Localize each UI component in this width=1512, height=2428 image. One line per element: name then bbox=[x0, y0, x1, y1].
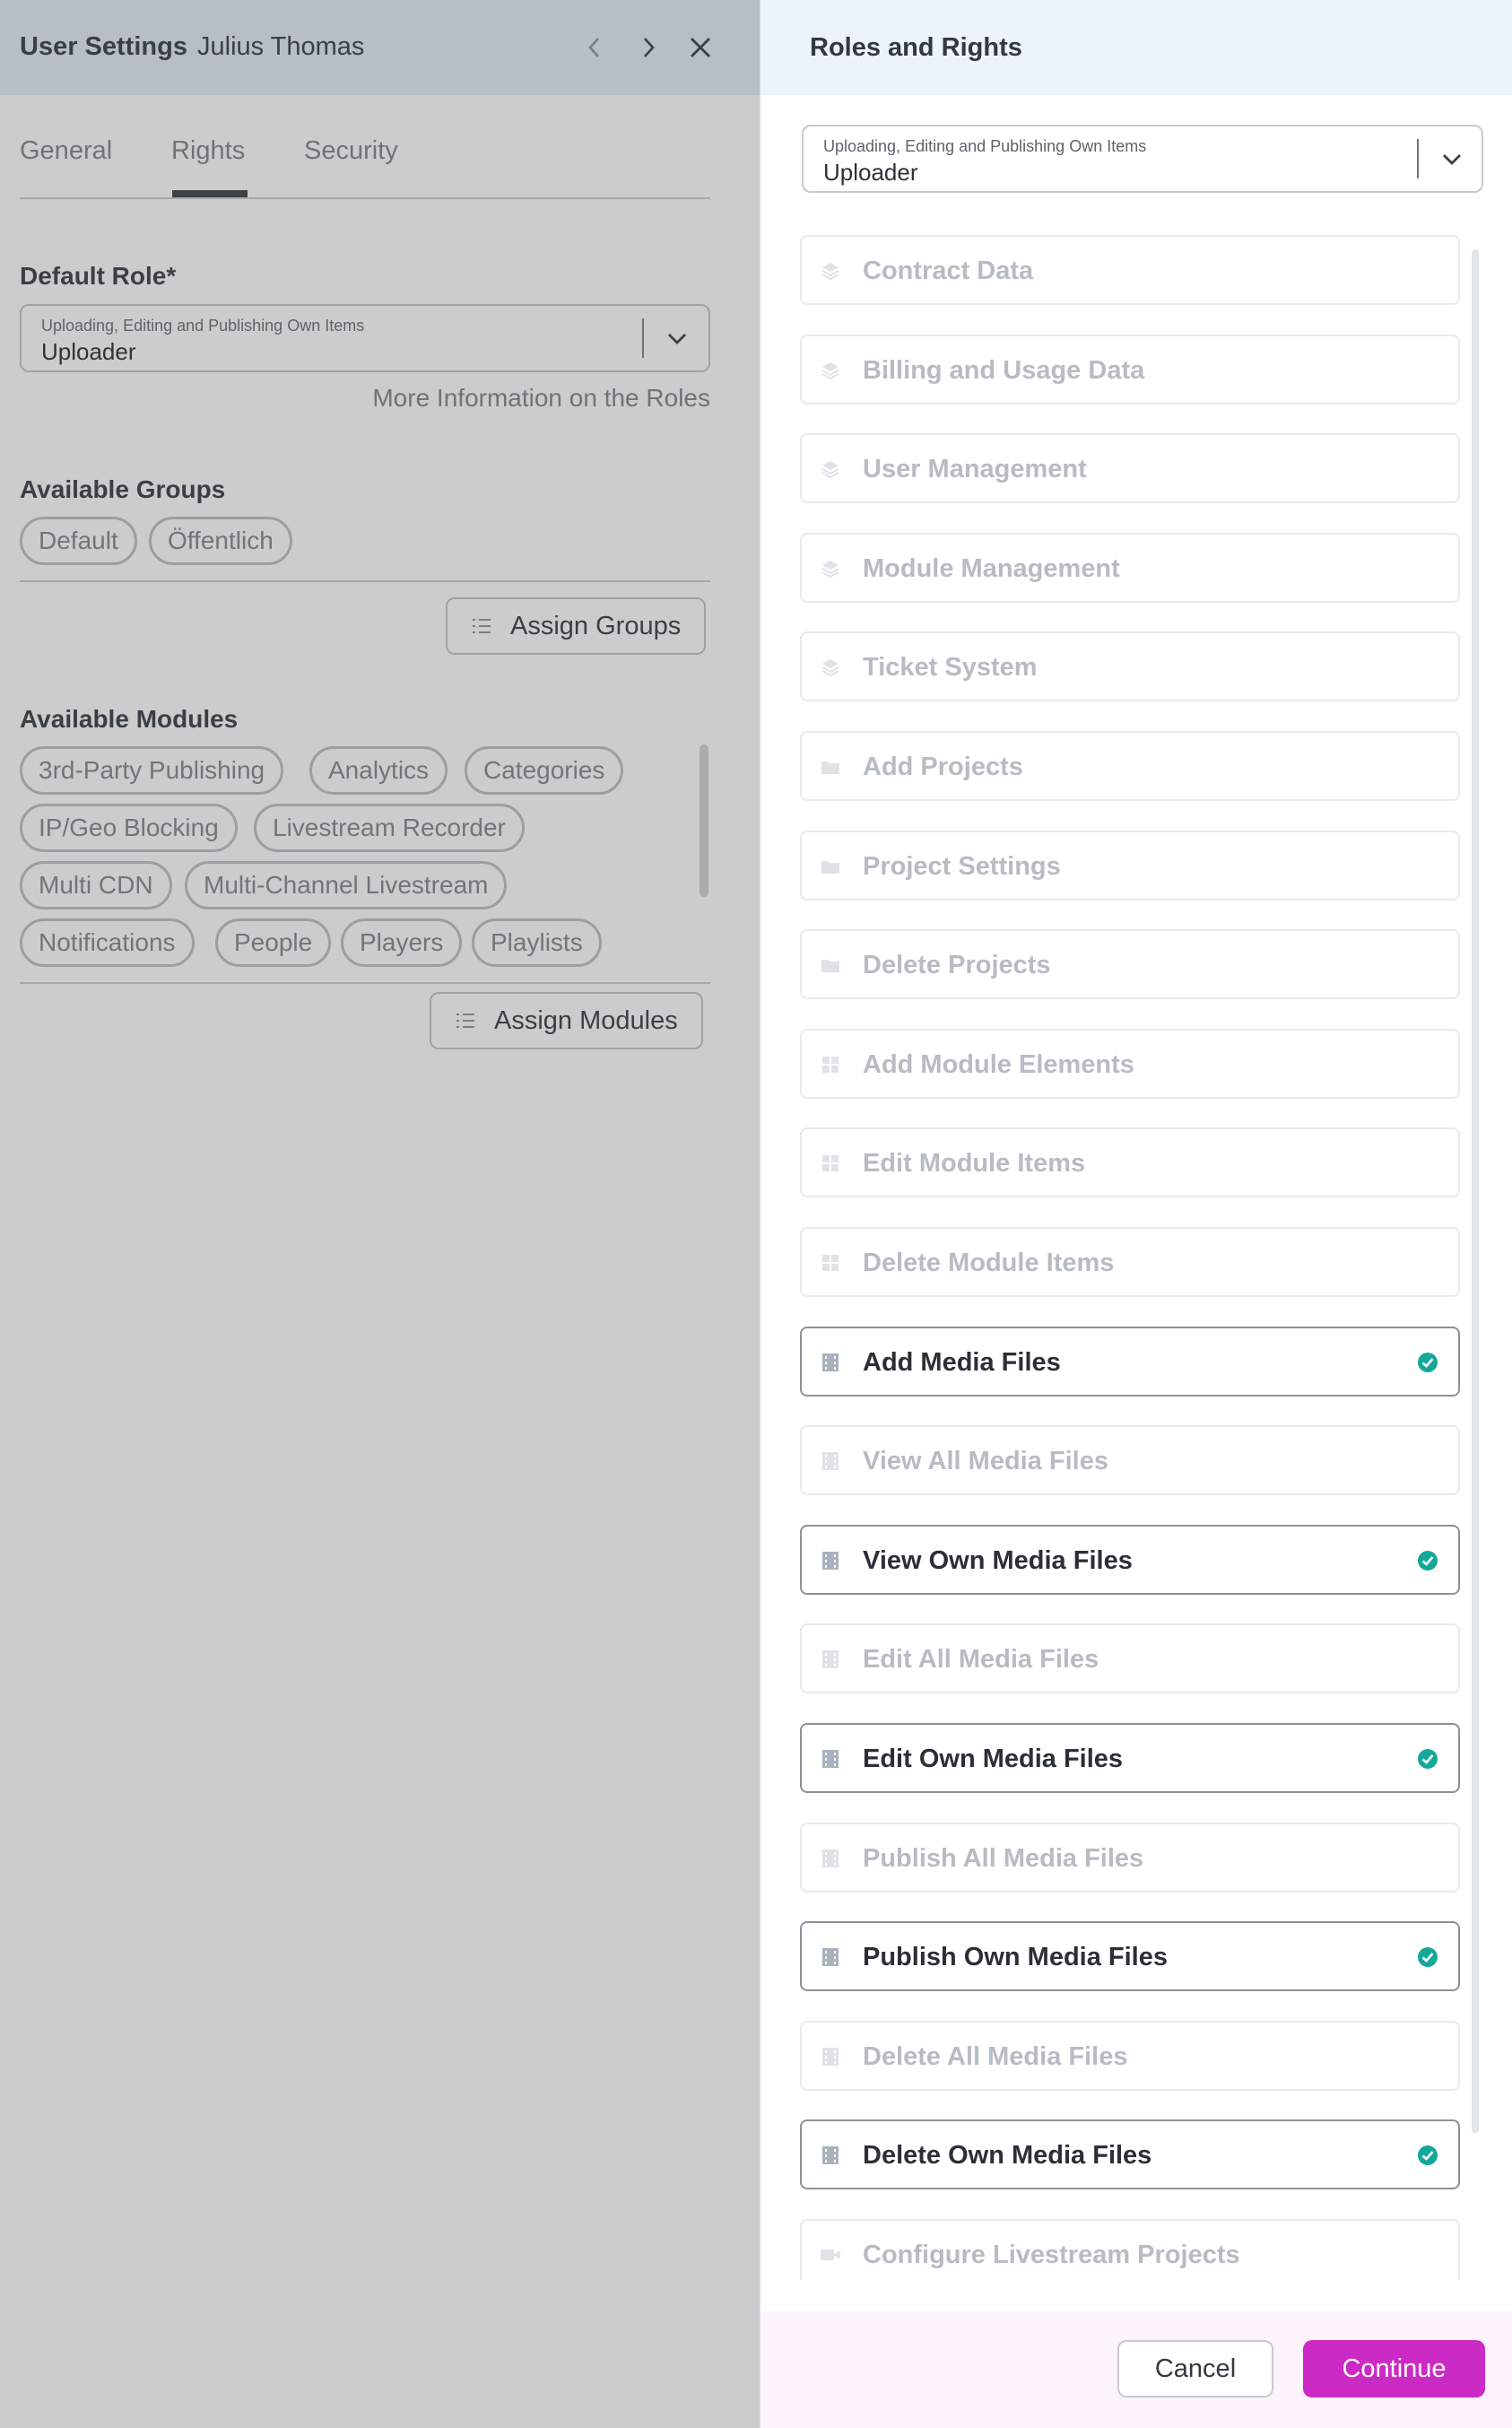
group-chip: Öffentlich bbox=[149, 517, 292, 565]
module-chip: People bbox=[215, 918, 331, 967]
assign-modules-button[interactable] bbox=[430, 992, 703, 1049]
role-select[interactable] bbox=[802, 125, 1483, 193]
permission-label: Project Settings bbox=[863, 852, 1061, 881]
user-name: Julius Thomas bbox=[197, 32, 365, 61]
permission-label: Billing and Usage Data bbox=[863, 356, 1145, 385]
permission-item[interactable] bbox=[800, 1425, 1460, 1495]
stack-icon bbox=[820, 260, 841, 282]
permission-label: Edit Own Media Files bbox=[863, 1745, 1124, 1773]
permission-label: Contract Data bbox=[863, 257, 1034, 285]
film-icon bbox=[820, 1352, 841, 1373]
dialog-footer bbox=[760, 2311, 1512, 2428]
grid-icon bbox=[820, 1252, 841, 1274]
folder-icon bbox=[820, 756, 841, 778]
permission-item[interactable] bbox=[800, 433, 1460, 503]
role-value: Uploader bbox=[41, 338, 136, 365]
permission-item[interactable] bbox=[800, 1127, 1460, 1197]
tab-general[interactable]: General bbox=[20, 136, 113, 165]
check-badge-icon bbox=[1417, 1748, 1438, 1770]
module-chip: Notifications bbox=[20, 918, 195, 967]
permission-item[interactable] bbox=[800, 1623, 1460, 1693]
video-icon bbox=[820, 2244, 841, 2266]
permission-item[interactable] bbox=[800, 235, 1460, 305]
module-chip: Categories bbox=[465, 746, 623, 795]
user-settings-header bbox=[0, 0, 760, 95]
tab-security[interactable]: Security bbox=[304, 136, 398, 165]
continue-button[interactable]: Continue bbox=[1303, 2340, 1485, 2398]
folder-icon bbox=[820, 856, 841, 877]
module-chip: Multi CDN bbox=[20, 861, 172, 909]
permission-item[interactable] bbox=[800, 1723, 1460, 1793]
film-icon bbox=[820, 1848, 841, 1869]
close-icon[interactable] bbox=[682, 30, 718, 65]
folder-icon bbox=[820, 954, 841, 976]
check-badge-icon bbox=[1417, 2145, 1438, 2166]
panel-title: User Settings bbox=[20, 32, 187, 61]
permission-item[interactable] bbox=[800, 731, 1460, 801]
assign-groups-label: Assign Groups bbox=[510, 611, 682, 640]
assign-groups-button[interactable] bbox=[446, 597, 706, 655]
permission-item[interactable] bbox=[800, 2219, 1460, 2280]
permission-item[interactable] bbox=[800, 831, 1460, 901]
permission-label: User Management bbox=[863, 455, 1087, 483]
permission-label: Publish All Media Files bbox=[863, 1844, 1144, 1873]
permission-label: Add Projects bbox=[863, 753, 1023, 781]
permissions-scrollbar[interactable] bbox=[1472, 249, 1479, 2133]
roles-and-rights-panel bbox=[760, 0, 1512, 2428]
check-badge-icon bbox=[1417, 1946, 1438, 1968]
permission-item[interactable] bbox=[800, 2021, 1460, 2091]
film-icon bbox=[820, 1550, 841, 1571]
grid-icon bbox=[820, 1153, 841, 1174]
permission-item[interactable] bbox=[800, 1227, 1460, 1297]
permission-label: Edit Module Items bbox=[863, 1149, 1086, 1178]
check-badge-icon bbox=[1417, 1550, 1438, 1571]
default-role-label: Default Role* bbox=[20, 262, 177, 290]
permission-label: Edit All Media Files bbox=[863, 1645, 1099, 1674]
default-role-select[interactable] bbox=[20, 304, 710, 372]
permission-item[interactable] bbox=[800, 929, 1460, 999]
role-description: Uploading, Editing and Publishing Own Items bbox=[41, 317, 365, 335]
permission-label: Add Module Elements bbox=[863, 1050, 1134, 1079]
permission-label: Configure Livestream Projects bbox=[863, 2241, 1240, 2269]
available-groups-label: Available Groups bbox=[20, 475, 226, 503]
active-tab-indicator bbox=[172, 190, 248, 197]
film-icon bbox=[820, 1450, 841, 1472]
list-check-icon bbox=[455, 1012, 476, 1030]
check-badge-icon bbox=[1417, 1352, 1438, 1373]
film-icon bbox=[820, 1946, 841, 1968]
chevron-down-icon[interactable] bbox=[1438, 146, 1465, 173]
permission-label: Module Management bbox=[863, 554, 1120, 583]
permissions-list bbox=[800, 235, 1482, 2280]
permission-item[interactable] bbox=[800, 2119, 1460, 2189]
chevron-down-icon[interactable] bbox=[664, 326, 691, 352]
module-chip: Players bbox=[341, 918, 462, 967]
more-info-roles-link[interactable]: More Information on the Roles bbox=[372, 384, 710, 412]
role-description: Uploading, Editing and Publishing Own Items bbox=[823, 137, 1147, 155]
role-value: Uploader bbox=[823, 159, 918, 186]
grid-icon bbox=[820, 1054, 841, 1075]
permission-item[interactable] bbox=[800, 533, 1460, 603]
permission-label: Delete Own Media Files bbox=[863, 2141, 1152, 2170]
permission-item[interactable] bbox=[800, 1921, 1460, 1991]
film-icon bbox=[820, 2046, 841, 2067]
modules-divider bbox=[20, 982, 710, 984]
chevron-left-icon[interactable] bbox=[577, 30, 613, 65]
permission-item[interactable] bbox=[800, 1327, 1460, 1397]
stack-icon bbox=[820, 558, 841, 579]
roles-title: Roles and Rights bbox=[810, 33, 1022, 62]
tab-rights[interactable]: Rights bbox=[171, 136, 246, 165]
module-chip: Analytics bbox=[309, 746, 448, 795]
permission-label: Delete Projects bbox=[863, 951, 1051, 979]
chevron-right-icon[interactable] bbox=[630, 30, 666, 65]
permission-item[interactable] bbox=[800, 631, 1460, 701]
permission-label: Add Media Files bbox=[863, 1348, 1061, 1377]
module-chip: Livestream Recorder bbox=[254, 804, 525, 852]
permission-label: Ticket System bbox=[863, 653, 1038, 682]
list-check-icon bbox=[471, 617, 492, 635]
cancel-button[interactable]: Cancel bbox=[1117, 2340, 1273, 2398]
roles-header bbox=[760, 0, 1512, 95]
modules-scrollbar[interactable] bbox=[700, 744, 708, 897]
permission-item[interactable] bbox=[800, 335, 1460, 405]
module-chip: IP/Geo Blocking bbox=[20, 804, 238, 852]
select-separator bbox=[1417, 139, 1419, 178]
assign-modules-label: Assign Modules bbox=[494, 1005, 678, 1035]
film-icon bbox=[820, 2145, 841, 2166]
stack-icon bbox=[820, 360, 841, 381]
film-icon bbox=[820, 1649, 841, 1670]
permission-label: Publish Own Media Files bbox=[863, 1943, 1168, 1971]
stack-icon bbox=[820, 657, 841, 678]
available-modules-label: Available Modules bbox=[20, 705, 239, 733]
stack-icon bbox=[820, 458, 841, 480]
permission-item[interactable] bbox=[800, 1823, 1460, 1893]
module-chip: Multi-Channel Livestream bbox=[185, 861, 507, 909]
groups-divider bbox=[20, 580, 710, 582]
group-chip: Default bbox=[20, 517, 137, 565]
permission-label: View All Media Files bbox=[863, 1447, 1108, 1475]
film-icon bbox=[820, 1748, 841, 1770]
permission-label: Delete All Media Files bbox=[863, 2042, 1128, 2071]
module-chip: 3rd-Party Publishing bbox=[20, 746, 283, 795]
permission-item[interactable] bbox=[800, 1029, 1460, 1099]
permission-label: View Own Media Files bbox=[863, 1546, 1133, 1575]
settings-tabs bbox=[20, 126, 710, 199]
module-chip: Playlists bbox=[472, 918, 602, 967]
permission-item[interactable] bbox=[800, 1525, 1460, 1595]
select-separator bbox=[642, 318, 644, 358]
permission-label: Delete Module Items bbox=[863, 1249, 1115, 1277]
